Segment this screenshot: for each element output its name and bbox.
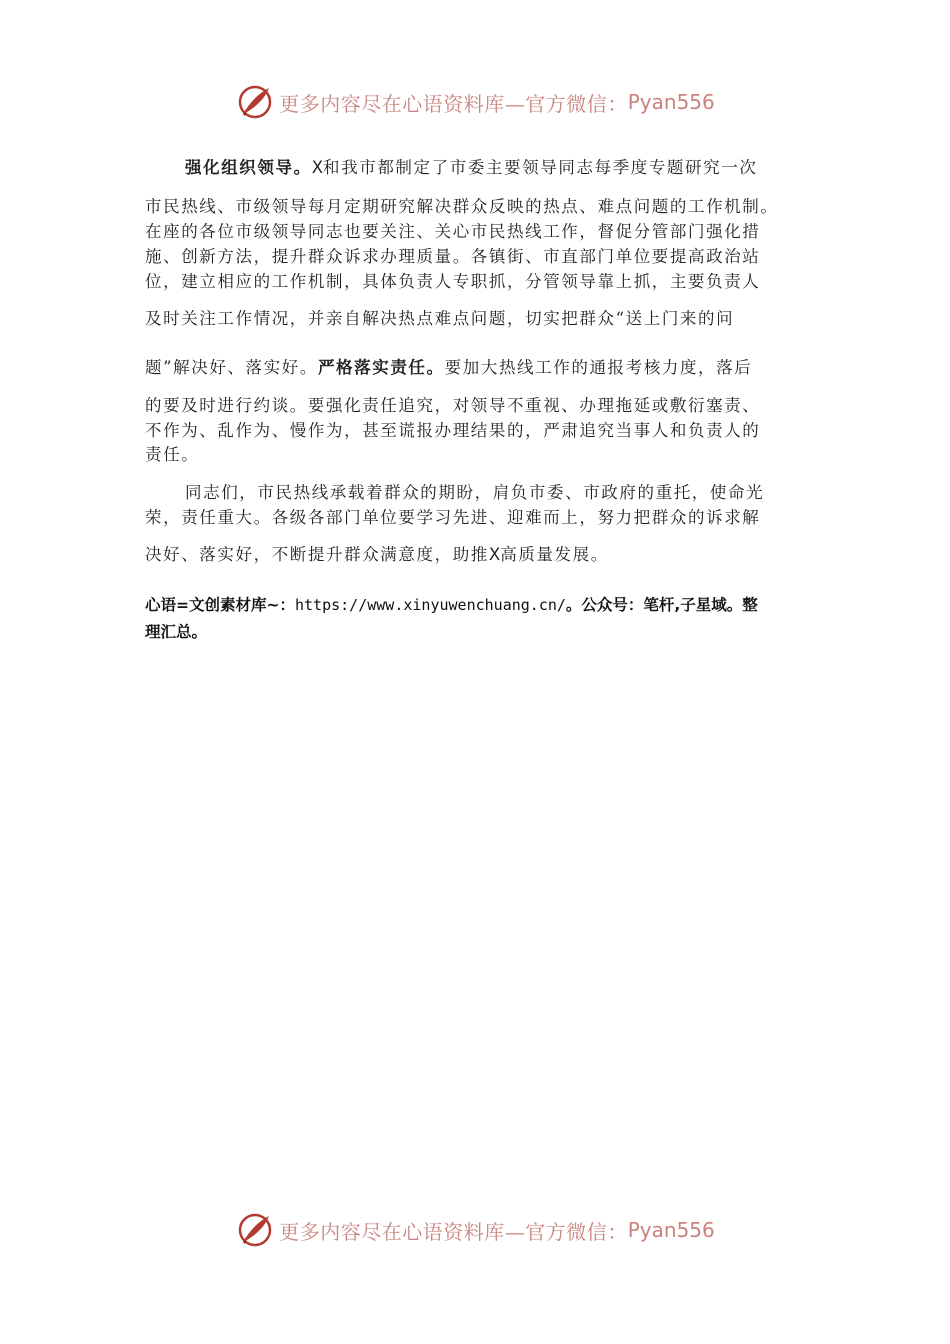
- p2-line-1: 同志们，市民热线承载着群众的期盼，肩负市委、市政府的重托，使命光: [185, 483, 765, 502]
- source-suffix: 。公众号：笔杆,子星域。整: [565, 596, 758, 614]
- p1-line-1-rest: 和我市都制定了市委主要领导同志每季度专题研究一次: [323, 158, 758, 177]
- p1-line-5: 位，建立相应的工作机制，具体负责人专职抓，分管领导靠上抓，主要负责人: [145, 272, 761, 291]
- quill-pen-logo-icon: [235, 82, 275, 122]
- header-banner: [0, 80, 950, 124]
- p1-line-9: 不作为、乱作为、慢作为，甚至谎报办理结果的，严肃追究当事人和负责人的: [145, 421, 761, 440]
- quill-pen-logo-icon: [235, 1210, 275, 1250]
- p1-line-1: [185, 156, 757, 180]
- p2-line-2: 荣，责任重大。各级各部门单位要学习先进、迎难而上，努力把群众的诉求解: [145, 508, 761, 527]
- banner-text: 更多内容尽在心语资料库—官方微信：: [279, 91, 628, 116]
- p1-line-3: 在座的各位市级领导同志也要关注、关心市民热线工作，督促分管部门强化措: [145, 222, 761, 241]
- p2-line-3: [145, 543, 609, 567]
- p1-line-8: 的要及时进行约谈。要强化责任追究，对领导不重视、办理拖延或敷衍塞责、: [145, 396, 761, 415]
- p1-line-7-post: 要加大热线工作的通报考核力度，落后: [444, 358, 753, 377]
- heading-strengthen-leadership: 强化组织领导。: [185, 158, 312, 177]
- p1-line-2: 市民热线、市级领导每月定期研究解决群众反映的热点、难点问题的工作机制。: [145, 197, 779, 216]
- source-note-line-2: 理汇总。: [145, 623, 208, 641]
- source-note: [145, 592, 815, 646]
- p1-x-char: X: [311, 158, 324, 177]
- footer-banner: [0, 1208, 950, 1252]
- p1-line-7: [145, 356, 752, 380]
- banner-wechat-id: Pyan556: [627, 90, 715, 114]
- p2-line-3-pre: 决好、落实好，不断提升群众满意度，助推: [145, 545, 489, 564]
- p1-line-7-pre: 题”解决好、落实好。: [145, 358, 318, 377]
- banner-wechat-id: Pyan556: [627, 1218, 715, 1242]
- source-url-link[interactable]: https://www.xinyuwenchuang.cn/: [294, 596, 566, 614]
- banner-text: 更多内容尽在心语资料库—官方微信：: [279, 1219, 628, 1244]
- p1-line-6: 及时关注工作情况，并亲自解决热点难点问题，切实把群众“送上门来的问: [145, 309, 735, 328]
- p2-line-3-post: 高质量发展。: [500, 545, 609, 564]
- source-prefix: 心语=文创素材库~：: [145, 596, 295, 614]
- p1-line-4: 施、创新方法，提升群众诉求办理质量。各镇街、市直部门单位要提高政治站: [145, 247, 761, 266]
- source-note-line-1: [145, 592, 815, 619]
- p2-x-char: X: [488, 545, 501, 564]
- heading-implement-responsibility: 严格落实责任。: [317, 358, 445, 377]
- p1-line-10: 责任。: [145, 445, 200, 464]
